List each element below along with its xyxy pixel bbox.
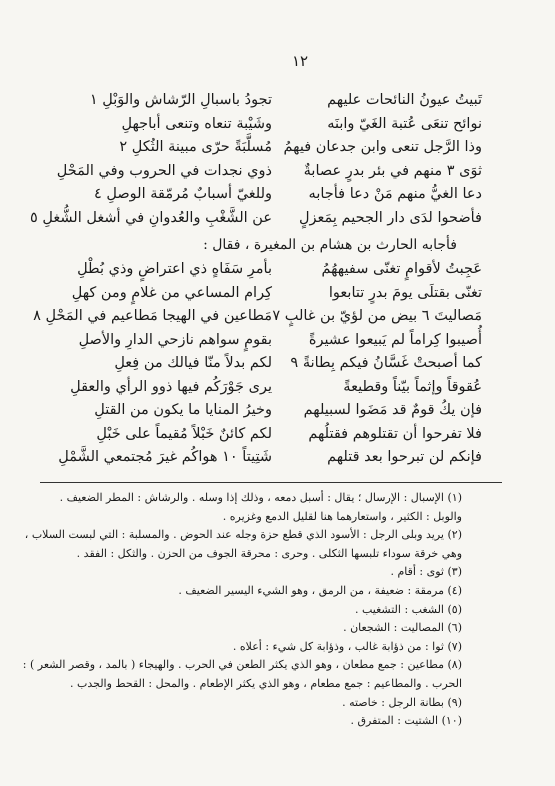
verse-first-hemistich: فإنكم لن تبرحوا بعد قتلهم [327, 449, 482, 465]
verse-first-hemistich: فلا تفرحوا أن تقتلوهم فقتلُهم [308, 425, 482, 442]
verse-row [0, 89, 555, 113]
footnote-line: (٩) بطانة الرجل : خاصته . [342, 695, 462, 709]
verse-second-hemistich: كِرام المساعي من غلامٍ ومن كهلِ [71, 284, 272, 301]
verse-second-hemistich: وشَيْبة تنعاه وتنعى أباجهلِ [121, 115, 272, 132]
verse-row [0, 282, 555, 306]
verse-second-hemistich: يرى جَوْرَكُم فيها ذوو الرأي والعقلِ [70, 378, 272, 395]
verse-row [0, 399, 555, 423]
verse-first-hemistich: وذا الرَّجل تنعى وابن جدعان فيهمُ [283, 139, 482, 155]
verse-second-hemistich: شَتِيتاً ١٠ هواكُم غيرَ مُجتمعي الشَّمْلِ [58, 449, 272, 465]
verse-second-hemistich: وخيرُ المنايا ما يكون من القتلِ [94, 402, 272, 418]
poem-second [0, 258, 555, 470]
verse-row [0, 136, 555, 160]
footnote-line: (٦) المصاليت : الشجعان . [343, 621, 462, 635]
verse-row [0, 258, 555, 282]
verse-first-hemistich: دعا الغيُّ منهم مَنْ دعا فأجابه [308, 186, 482, 202]
footnote-line: (١٠) الشتيت : المتفرق . [350, 714, 462, 728]
footnote-line: والوبل : الكثير ، واستعارهما هنا لقليل الدمع وغزيره . [222, 509, 462, 523]
verse-first-hemistich: فإن يكُ قومٌ قد مَضَوا لسبيلهم [303, 402, 482, 418]
footnote-line: (٢) يريد وبلى الرجل : الأسود الذي قطع حزة وجله عند الحوض . والمسلبة : التي لبست السلاب ، [24, 528, 462, 542]
verse-row [0, 446, 555, 470]
verse-first-hemistich: أُصيبوا كِراماً لم يَبيعوا عشيرةً [308, 331, 482, 348]
verse-row [0, 423, 555, 447]
verse-first-hemistich: ثوَى ٣ منهم في بئر بدرٍ عصابةٌ [303, 162, 482, 179]
footnote-line: (٧) ثوا : من ذؤابة غالب ، وذؤابة كل شيء : أعلاه . [232, 639, 462, 653]
verse-row [0, 207, 555, 231]
verse-second-hemistich: ذوي نجدات في الحروب وفي المَحْلِ [56, 162, 272, 179]
verse-row [0, 113, 555, 137]
verse-first-hemistich: كما أصبحتْ غَسَّانُ فيكم بِطانةً ٩ [290, 355, 482, 371]
verse-row [0, 376, 555, 400]
verse-row [0, 329, 555, 353]
footnote-line: (٣) ثوى : أقام . [390, 565, 462, 579]
poem-first [0, 89, 555, 230]
footnote-line: الحرب . والمطاعيم : جمع مطعام ، وهو الذي يكثر الإطعام . والمحل : القحط والجدب . [69, 676, 462, 690]
footnotes [22, 489, 462, 731]
footnote-line: وهي خرقة سوداء تلبسها الثكلى . وحرى : محرقة الجوف من الحزن . والثكل : الفقد . [76, 546, 462, 560]
verse-first-hemistich: عَجِبتُ لأقوامٍ تغنّى سفيههُمُ [321, 261, 482, 277]
verse-second-hemistich: مَطاعين في الهيجا مَطاعيم في المَحْلِ ٨ [33, 308, 272, 324]
verse-second-hemistich: لكم كائنٌ خَبْلاً مُقيماً على خَبْلِ [96, 425, 272, 442]
footnote-line: (٨) مطاعين : جمع مطعان ، وهو الذي يكثر الطعن في الحرب . والهيجاء ( بالمد ، وقصر الشعر ) : [22, 658, 462, 672]
footnote-line: (٥) الشغب : التشغيب . [355, 602, 462, 616]
verse-first-hemistich: عُقوقاً وإثماً بيّناً وقطيعةً [343, 378, 482, 395]
verse-second-hemistich: تجودُ باسبالِ الرّشاش والوَبْلِ ١ [89, 92, 272, 108]
footnote-divider [40, 482, 502, 483]
narrative-line: فأجابه الحارث بن هشام بن المغيرة ، فقال : [203, 237, 457, 253]
verse-first-hemistich: فأضحوا لدَى دار الجحيم بِمَعزلٍ [299, 209, 482, 226]
verse-second-hemistich: عن الشَّغْبِ والعُدوانِ في أشغل الشُّغلِ ٥ [29, 209, 272, 226]
page-number: ١٢ [291, 52, 309, 70]
footnote-line: (١) الإسبال : الإرسال ؛ يقال : أسبل دمعه ، وذلك إذا وسله . والرشاش : المطر الضعيف . [59, 491, 462, 504]
footnote-line: (٤) مرمقة : ضعيفة ، من الرمق ، وهو الشيء اليسير الضعيف . [178, 583, 462, 597]
verse-first-hemistich: تغنّى بقتلَى يومَ بدرٍ تتابعوا [328, 284, 482, 301]
verse-first-hemistich: تَبيتُ عيونُ النائحات عليهم [327, 92, 482, 108]
verse-first-hemistich: نوائح تنعَى عُتبة الغَيّ وابنَه [327, 115, 482, 132]
verse-row [0, 160, 555, 184]
verse-second-hemistich: وللغيّ أسبابٌ مُرمّقة الوصلِ ٤ [93, 186, 272, 202]
verse-row [0, 305, 555, 329]
verse-second-hemistich: بأمرِ سَفَاهٍ ذي اعتراضٍ وذي بُطْلِ [77, 261, 272, 277]
verse-second-hemistich: لكم بدلاً منّا فيالك من فِعلِ [114, 355, 272, 371]
verse-second-hemistich: مُسلَّبَةً حرّى مبينة الثُكلِ ٢ [119, 139, 272, 155]
verse-row [0, 183, 555, 207]
verse-first-hemistich: مَصاليتَ ٦ بيض من لؤيّ بن غالبٍ ٧ [272, 308, 482, 324]
verse-row [0, 352, 555, 376]
verse-second-hemistich: بقومٍ سواهم نازحي الدارِ والأصلِ [78, 331, 272, 348]
